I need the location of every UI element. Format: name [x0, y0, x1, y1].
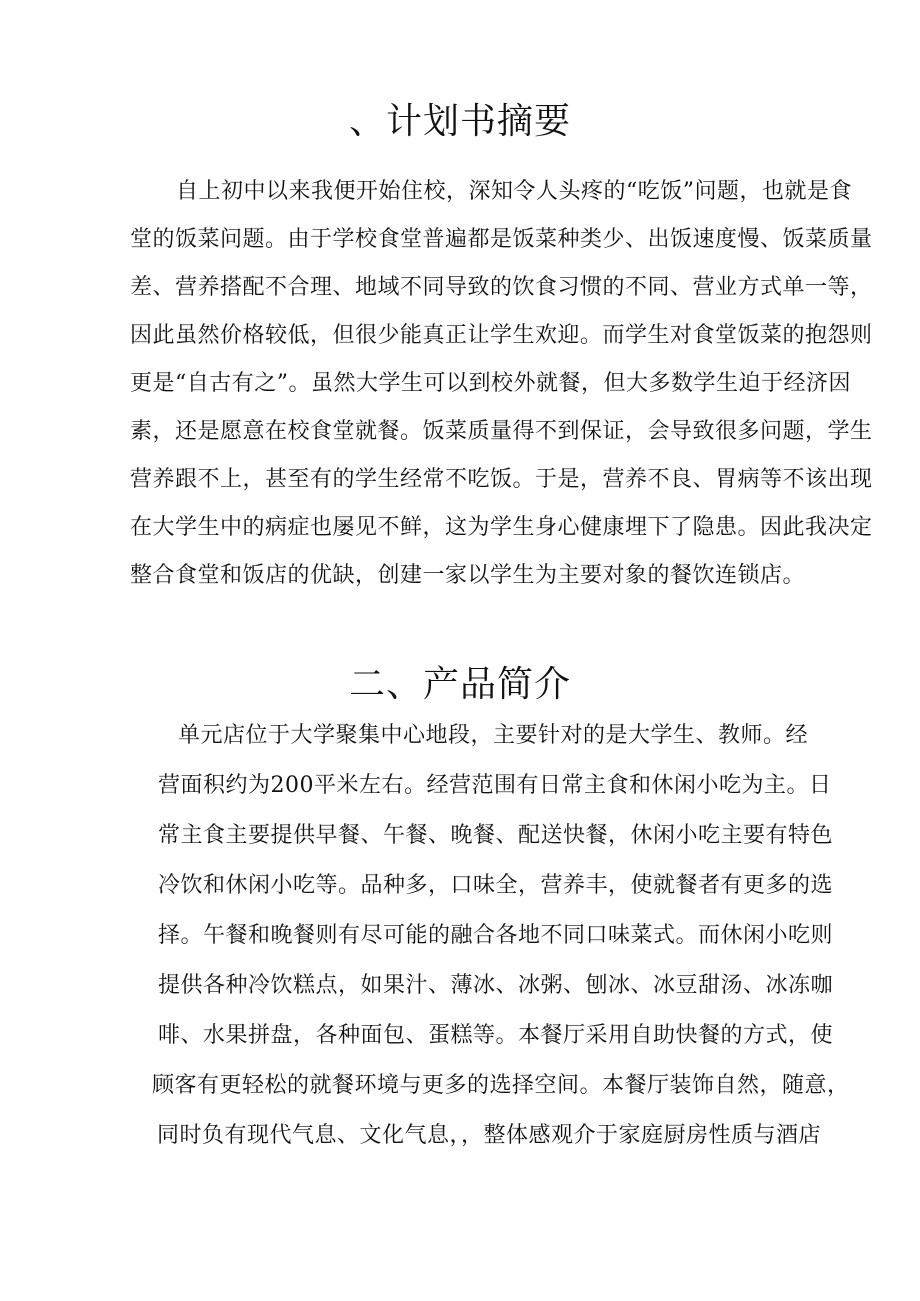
section-2-title: 二、产品简介: [348, 664, 571, 705]
section-1-paragraph: [130, 178, 873, 610]
paragraph-line: 常主食主要提供早餐、午餐、晚餐、配送快餐，休闲小吃主要有特色: [158, 823, 834, 848]
paragraph-line: 营面积约为200平米左右。经营范围有日常主食和休闲小吃为主。日: [158, 773, 832, 798]
paragraph-line: 素，还是愿意在校食堂就餐。饭菜质量得不到保证，会导致很多问题，学生: [130, 419, 873, 444]
paragraph-line: 营养跟不上，甚至有的学生经常不吃饭。于是，营养不良、胃病等不该出现: [130, 467, 873, 492]
paragraph-line: 差、营养搭配不合理、地域不同导致的饮食习惯的不同、营业方式单一等，: [130, 275, 873, 300]
section-2-paragraph: [0, 722, 850, 1172]
paragraph-line: 在大学生中的病症也屡见不鲜，这为学生身心健康埋下了隐患。因此我决定: [130, 515, 873, 540]
paragraph-line: 冷饮和休闲小吃等。品种多，口味全，营养丰，使就餐者有更多的选: [158, 873, 834, 898]
paragraph-line: 更是“自古有之”。虽然大学生可以到校外就餐，但大多数学生迫于经济因: [130, 371, 851, 396]
paragraph-line: 因此虽然价格较低，但很少能真正让学生欢迎。而学生对食堂饭菜的抱怨则: [130, 323, 873, 348]
paragraph-line: 整合食堂和饭店的优缺，创建一家以学生为主要对象的餐饮连锁店。: [130, 563, 806, 588]
paragraph-line: 堂的饭菜问题。由于学校食堂普遍都是饭菜种类少、出饭速度慢、饭菜质量: [130, 227, 873, 252]
paragraph-line: 择。午餐和晚餐则有尽可能的融合各地不同口味菜式。而休闲小吃则: [158, 923, 834, 948]
paragraph-line: 单元店位于大学聚集中心地段，主要针对的是大学生、教师。经: [178, 723, 809, 748]
paragraph-line: 自上初中以来我便开始住校，深知令人头疼的“吃饭”问题，也就是食: [176, 179, 852, 204]
paragraph-line: 顾客有更轻松的就餐环境与更多的选择空间。本餐厅装饰自然，随意，: [152, 1073, 850, 1098]
paragraph-line: 啡、水果拼盘，各种面包、蛋糕等。本餐厅采用自助快餐的方式，使: [158, 1023, 834, 1048]
paragraph-line: 同时负有现代气息、文化气息，，整体感观介于家庭厨房性质与酒店: [157, 1123, 822, 1148]
section-1-title: 、计划书摘要: [348, 101, 571, 142]
paragraph-line: 提供各种冷饮糕点，如果汁、薄冰、冰粥、刨冰、冰豆甜汤、冰冻咖: [158, 973, 834, 998]
